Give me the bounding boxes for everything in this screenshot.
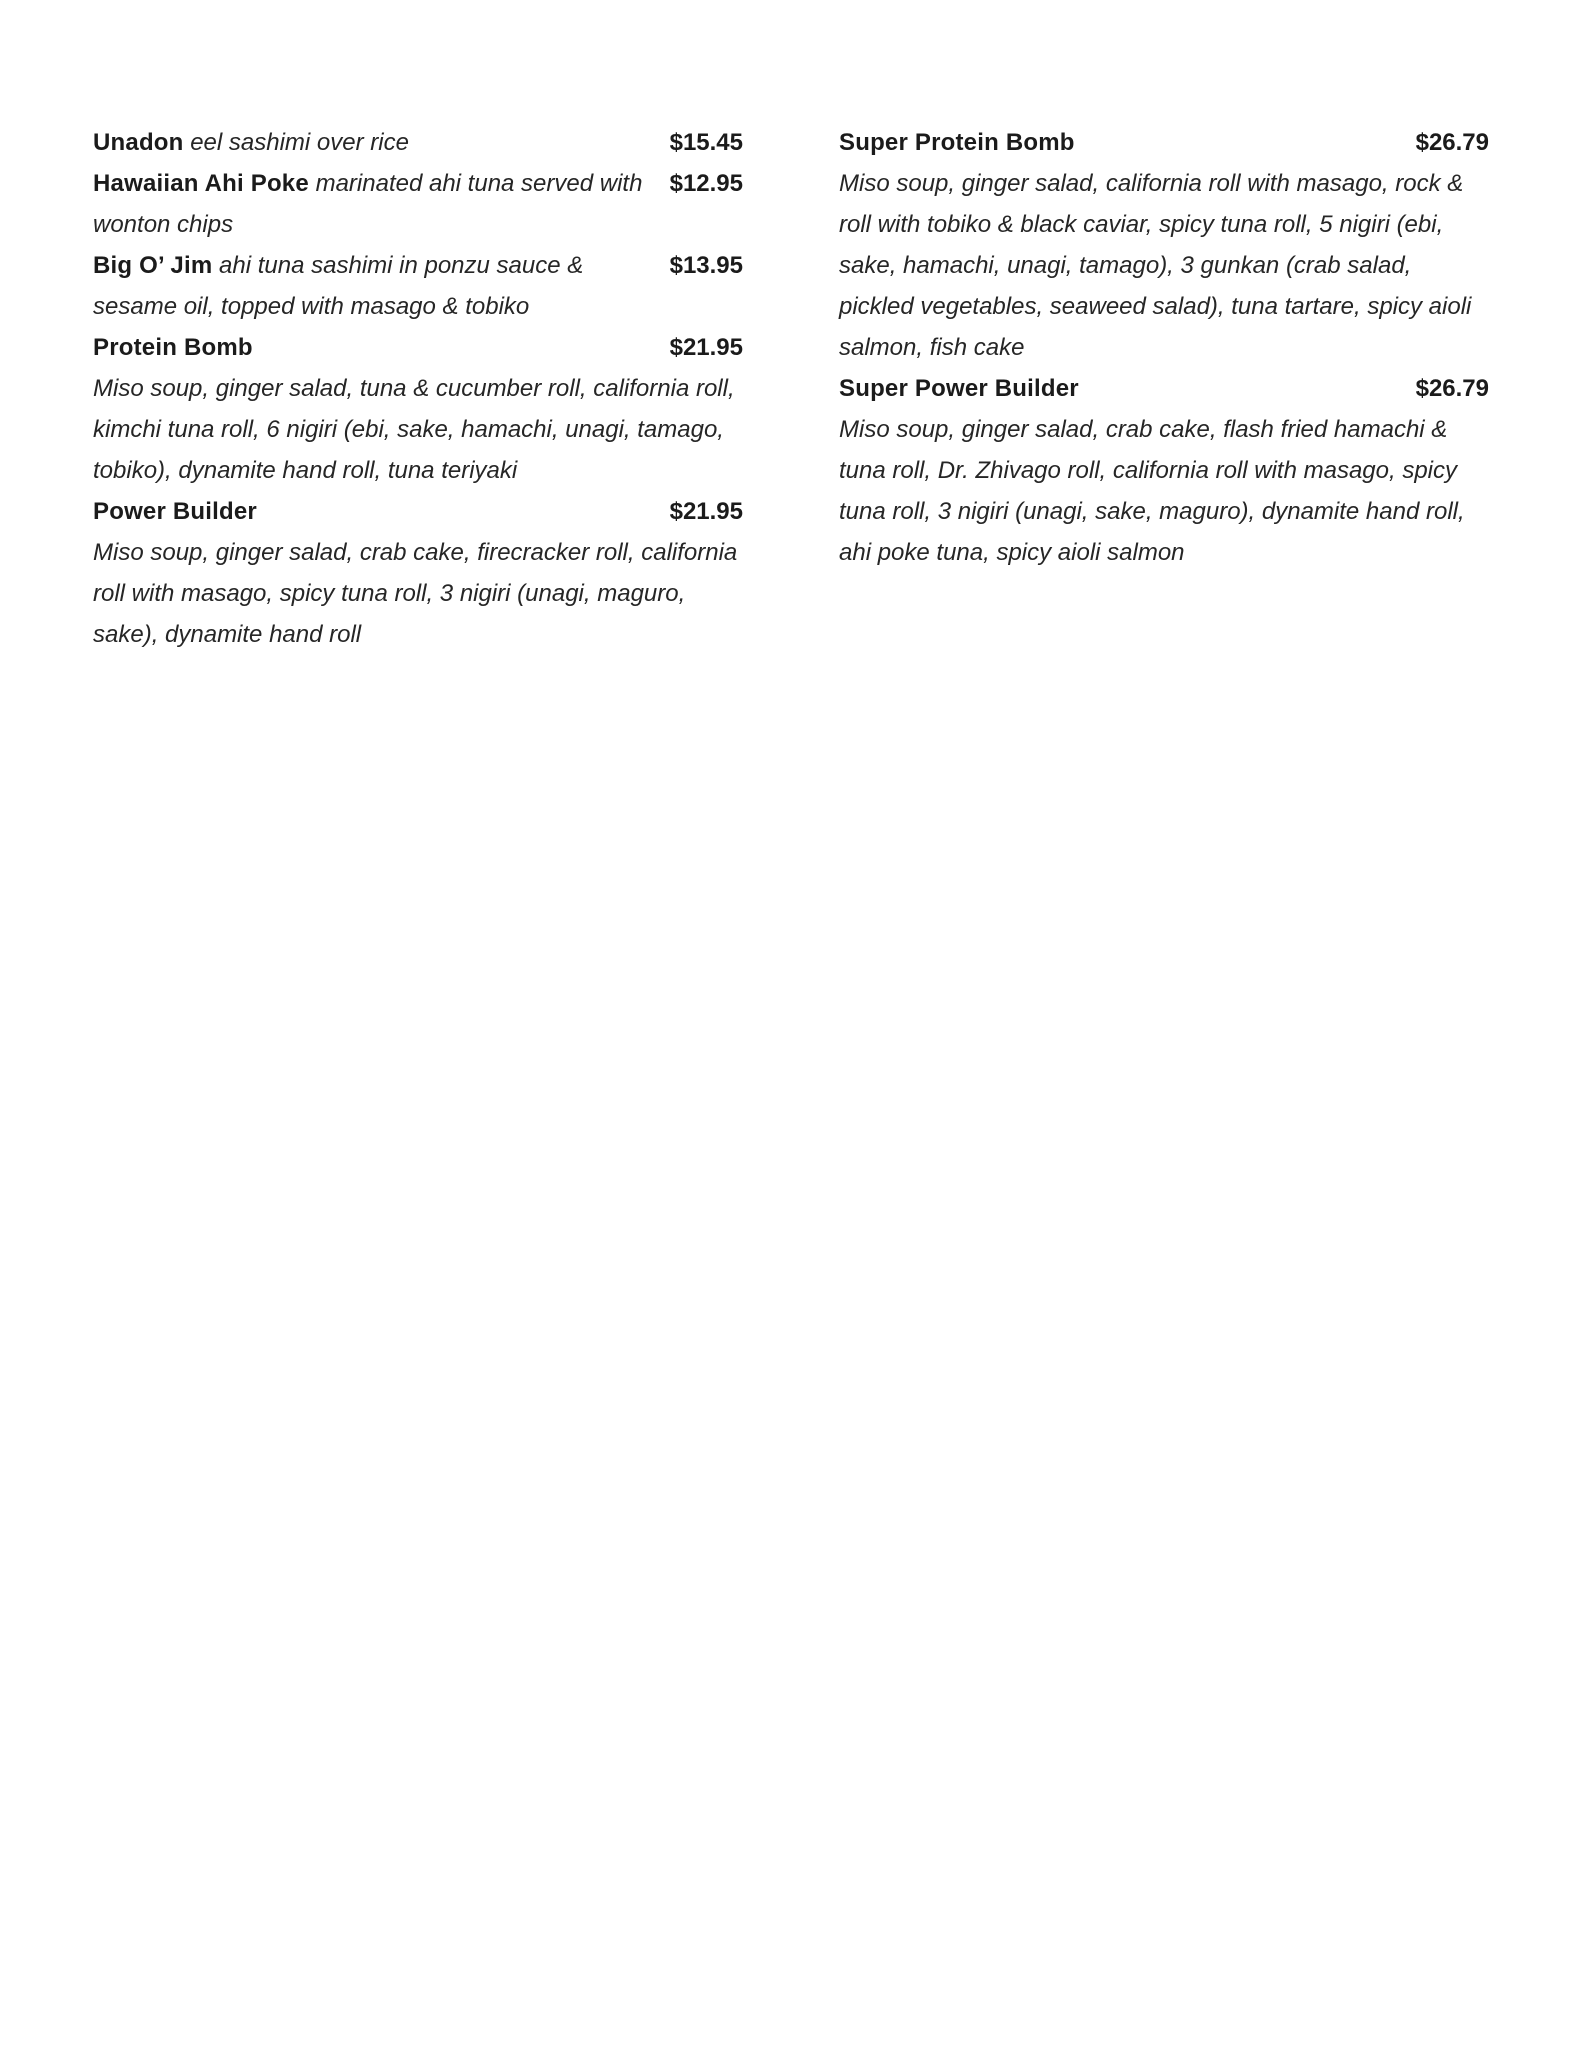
item-name: Big O’ Jim [93,252,213,279]
item-price: $26.79 [1415,375,1489,402]
item-description: Miso soup, ginger salad, crab cake, flash fried hamachi & tuna roll, Dr. Zhivago roll, california roll with masago, spicy tuna roll, 3 nigiri (unagi, sake, maguro), dynamite hand roll, ahi poke tuna, spicy aioli salmon [839,416,1465,566]
menu-item-super-power-builder [839,368,1489,573]
menu-item-unadon [93,122,743,163]
item-description: ahi tuna sashimi in ponzu sauce & sesame oil, topped with masago & tobiko [93,252,584,320]
item-price: $12.95 [669,170,743,197]
item-price: $21.95 [669,334,743,361]
item-description: marinated ahi tuna served with wonton chips [93,170,643,238]
item-description: eel sashimi over rice [190,129,409,156]
item-name: Super Protein Bomb [839,129,1075,156]
menu-column-right [839,122,1489,655]
menu-item-hawaiian-ahi-poke [93,163,743,245]
item-description: Miso soup, ginger salad, crab cake, firecracker roll, california roll with masago, spicy tuna roll, 3 nigiri (unagi, maguro, sake), dynamite hand roll [93,539,738,648]
item-description: Miso soup, ginger salad, tuna & cucumber roll, california roll, kimchi tuna roll, 6 nigiri (ebi, sake, hamachi, unagi, tamago, tobiko), dynamite hand roll, tuna teriyaki [93,375,735,484]
menu-column-left [93,122,743,655]
item-price: $15.45 [669,129,743,156]
item-name: Hawaiian Ahi Poke [93,170,309,197]
item-name: Super Power Builder [839,375,1079,402]
item-price: $26.79 [1415,129,1489,156]
menu-item-super-protein-bomb [839,122,1489,368]
menu-item-power-builder [93,491,743,655]
menu-columns [93,122,1489,655]
menu-item-big-o-jim [93,245,743,327]
menu-item-protein-bomb [93,327,743,491]
item-name: Unadon [93,129,184,156]
item-price: $13.95 [669,252,743,279]
item-description: Miso soup, ginger salad, california roll with masago, rock & roll with tobiko & black caviar, spicy tuna roll, 5 nigiri (ebi, sake, hamachi, unagi, tamago), 3 gunkan (crab salad, pickled vegetables, seaweed salad), tuna tartare, spicy aioli salmon, fish cake [839,170,1472,361]
item-name: Protein Bomb [93,334,253,361]
item-name: Power Builder [93,498,257,525]
item-price: $21.95 [669,498,743,525]
